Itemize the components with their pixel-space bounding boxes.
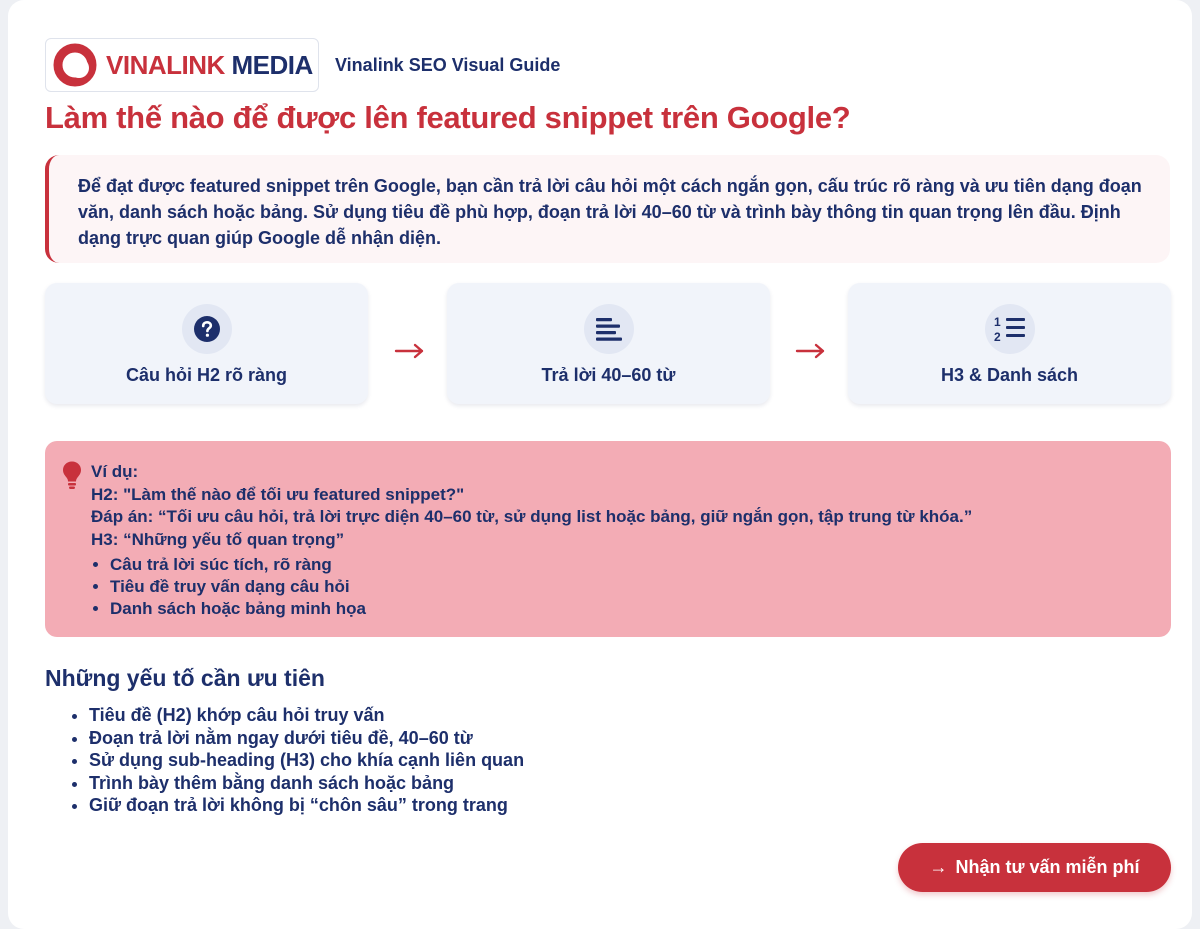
example-h2-line: H2: "Làm thế nào để tối ưu featured snippet?" bbox=[91, 484, 465, 504]
list-item: • Tiêu đề (H2) khớp câu hỏi truy vấn bbox=[89, 704, 524, 727]
list-item: • Danh sách hoặc bảng minh họa bbox=[110, 598, 1171, 620]
priorities-title: Những yếu tố cần ưu tiên bbox=[45, 665, 325, 691]
step-card-list bbox=[848, 283, 1171, 404]
cta-label: Nhận tư vấn miễn phí bbox=[955, 857, 1140, 877]
logo-text-part1: VINALINK bbox=[106, 49, 225, 80]
lightbulb-icon bbox=[61, 460, 83, 490]
logo-text bbox=[106, 50, 313, 81]
svg-text:1: 1 bbox=[993, 315, 1001, 329]
list-item: • Trình bày thêm bằng danh sách hoặc bảng bbox=[89, 772, 524, 795]
arrow-right-icon: → bbox=[929, 857, 948, 877]
guide-title: Vinalink SEO Visual Guide bbox=[335, 54, 561, 75]
step-icon-wrap bbox=[182, 304, 232, 354]
list-item: • Đoạn trả lời nằm ngay dưới tiêu đề, 40–60 từ bbox=[89, 727, 524, 750]
header bbox=[45, 37, 560, 93]
arrow-right-icon bbox=[394, 343, 426, 359]
svg-text:2: 2 bbox=[993, 330, 1001, 344]
intro-callout: Để đạt được featured snippet trên Google, bạn cần trả lời câu hỏi một cách ngắn gọn, cấu trúc rõ ràng và ưu tiên dạng đoạn văn, danh sách hoặc bảng. Sử dụng tiêu đề phù hợp, đoạn trả lời 40–60 từ và trình bày thông tin quan trọng lên đầu. Định dạng trực quan giúp Google dễ nhận diện. bbox=[45, 155, 1170, 263]
numbered-list-icon bbox=[993, 314, 1027, 344]
step-icon-wrap bbox=[985, 304, 1035, 354]
logo-ring-icon bbox=[52, 42, 98, 88]
example-h3-line: H3: “Những yếu tố quan trọng” bbox=[91, 529, 345, 549]
example-answer-line: Đáp án: “Tối ưu câu hỏi, trả lời trực diện 40–60 từ, sử dụng list hoặc bảng, giữ ngắn gọn, tập trung từ khóa.” bbox=[91, 507, 973, 526]
logo-text-part2: MEDIA bbox=[231, 49, 313, 80]
text-lines-icon bbox=[594, 315, 624, 343]
step-label: H3 & Danh sách bbox=[940, 365, 1079, 385]
step-icon-wrap bbox=[584, 304, 634, 354]
example-box bbox=[45, 441, 1171, 637]
page-title: Làm thế nào để được lên featured snippet trên Google? bbox=[45, 100, 851, 135]
example-heading: Ví dụ: bbox=[91, 462, 139, 481]
arrow-right-icon bbox=[795, 343, 827, 359]
question-circle-icon bbox=[193, 315, 221, 343]
list-item: • Giữ đoạn trả lời không bị “chôn sâu” trong trang bbox=[89, 794, 524, 817]
list-item: • Tiêu đề truy vấn dạng câu hỏi bbox=[110, 576, 1171, 598]
step-card-answer bbox=[447, 283, 770, 404]
logo bbox=[45, 38, 319, 92]
priorities-list bbox=[45, 704, 524, 817]
step-card-question bbox=[45, 283, 368, 404]
free-consultation-button[interactable] bbox=[898, 843, 1171, 892]
step-label: Câu hỏi H2 rõ ràng bbox=[125, 365, 287, 385]
list-item: • Sử dụng sub-heading (H3) cho khía cạnh liên quan bbox=[89, 749, 524, 772]
list-item: • Câu trả lời súc tích, rõ ràng bbox=[110, 554, 1171, 576]
step-label: Trả lời 40–60 từ bbox=[541, 365, 676, 385]
example-list bbox=[91, 554, 1171, 620]
